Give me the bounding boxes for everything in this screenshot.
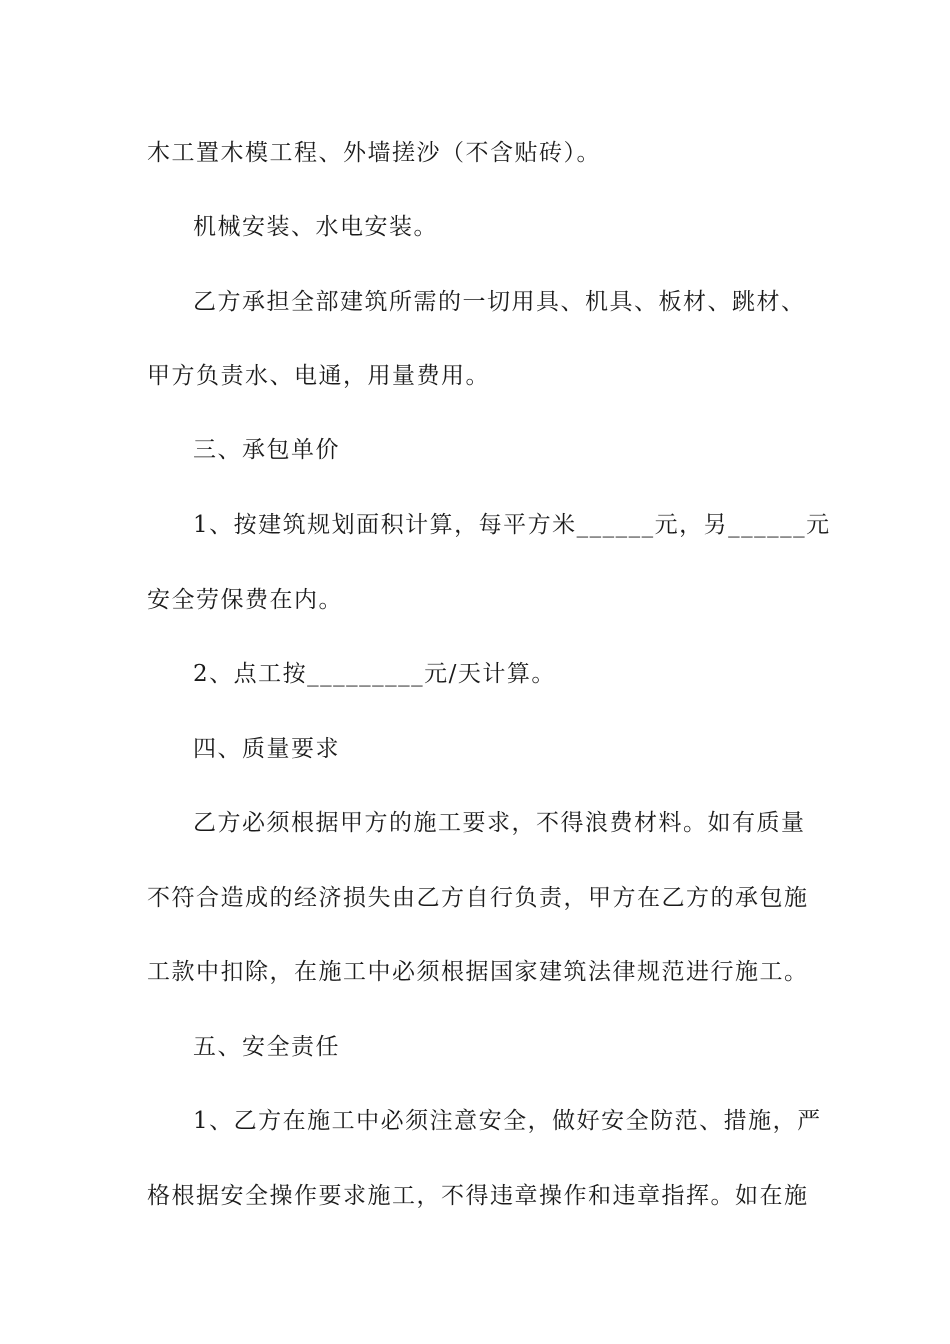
section-heading: 四、质量要求 — [193, 736, 340, 762]
text-line: 工款中扣除，在施工中必须根据国家建筑法律规范进行施工。 — [147, 959, 809, 985]
text-line: 木工置木模工程、外墙搓沙（不含贴砖）。 — [147, 140, 601, 166]
text-line: 安全劳保费在内。 — [147, 587, 343, 613]
section-heading: 五、安全责任 — [193, 1034, 340, 1060]
section-heading: 三、承包单价 — [193, 437, 340, 463]
text-line: 不符合造成的经济损失由乙方自行负责，甲方在乙方的承包施 — [147, 885, 809, 911]
text-line: 2、点工按_________元/天计算。 — [193, 661, 556, 687]
text-line: 格根据安全操作要求施工，不得违章操作和违章指挥。如在施 — [147, 1183, 809, 1209]
text-line: 机械安装、水电安装。 — [193, 214, 438, 240]
text-line: 甲方负责水、电通，用量费用。 — [147, 363, 490, 389]
text-line: 1、按建筑规划面积计算，每平方米______元，另______元 — [193, 512, 831, 538]
text-line: 乙方必须根据甲方的施工要求，不得浪费材料。如有质量 — [193, 810, 806, 836]
text-line: 乙方承担全部建筑所需的一切用具、机具、板材、跳材、 — [193, 289, 806, 315]
text-line: 1、乙方在施工中必须注意安全，做好安全防范、措施，严 — [193, 1108, 822, 1134]
